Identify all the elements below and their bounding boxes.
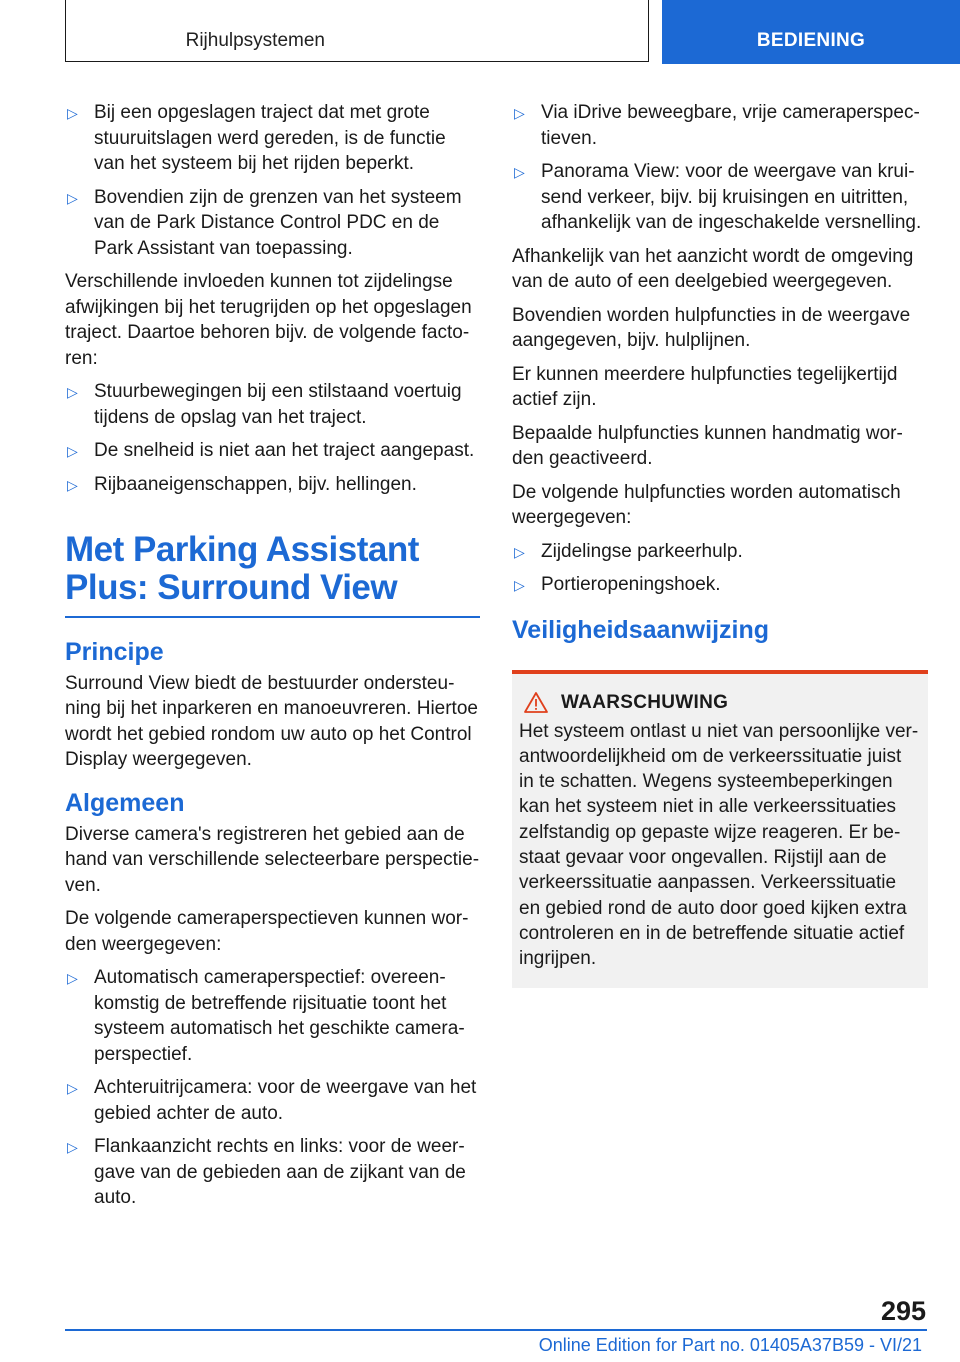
bullet-triangle-icon: ▷: [514, 164, 525, 180]
bullet-list-aux: [512, 539, 928, 598]
paragraph-principe: Surround View biedt de bestuurder ondersteuning bij het inparkeren en manoeuvreren. Hiertoe wordt het gebied rondom uw auto op het Control Display weergegeven.: [65, 672, 478, 770]
chapter-tab-label: BEDIENING: [756, 30, 866, 51]
list-item: [65, 379, 480, 430]
bullet-triangle-icon: ▷: [67, 105, 78, 121]
section-title: Met Parking Assistant Plus: Surround View: [65, 530, 419, 607]
bullet-list-perspectives: [65, 965, 480, 1211]
left-column: [65, 100, 480, 1219]
bullet-triangle-icon: ▷: [67, 443, 78, 459]
list-item-text: Achteruitrijcamera: voor de weergave van het gebied achter de auto.: [94, 1077, 477, 1124]
list-item: [65, 100, 480, 177]
bullet-triangle-icon: ▷: [67, 384, 78, 400]
bullet-list-factors: [65, 379, 480, 497]
list-item-text: Stuurbewegingen bij een stilstaand voertuig tijdens de opslag van het traject.: [94, 381, 462, 428]
paragraph-2: Bovendien worden hulpfuncties in de weergave aangegeven, bijv. hulplijnen.: [512, 304, 911, 351]
header-frame: [65, 0, 649, 62]
list-item: [65, 1075, 480, 1126]
list-item-text: Panorama View: voor de weergave van kruisend verkeer, bijv. bij kruisingen en uitritten, afhankelijk van de ingeschakelde versnelling.: [541, 161, 922, 233]
bullet-list-views: [512, 100, 928, 236]
bullet-triangle-icon: ▷: [67, 476, 78, 493]
list-item-text: Bij een opgeslagen traject dat met grote stuuruitslagen werd gereden, is de functie van het systeem bij het rijden beperkt.: [94, 102, 446, 174]
list-item-text: Rijbaaneigenschappen, bijv. hellingen.: [94, 473, 417, 495]
list-item: [65, 1134, 480, 1211]
list-item-text: Flankaanzicht rechts en links: voor de weergave van de gebieden aan de zijkant van de auto.: [94, 1136, 466, 1208]
page-number: 295: [880, 1296, 926, 1326]
list-item: [65, 438, 480, 464]
warning-text: Het systeem ontlast u niet van persoonlijke verantwoordelijkheid om de verkeerssituatie juist in te schatten. Wegens systeembeperkingen kan het systeem niet in alle verkeerssituaties zelfstandig op gepaste wijze reageren. Er bestaat gevaar voor ongevallen. Rijstijl aan de verkeerssituatie aanpassen. Verkeerssituatie en gebied rond de auto door goed kijken extra controleren en in de betreffende situatie actief ingrijpen.: [519, 720, 919, 970]
footer-divider: [65, 1329, 927, 1331]
list-item-text: Portieropeningshoek.: [541, 574, 721, 595]
chapter-tab[interactable]: [662, 0, 960, 64]
list-item-text: De snelheid is niet aan het traject aangepast.: [94, 440, 475, 461]
paragraph-algemeen-1: Diverse camera's registreren het gebied aan de hand van verschillende selecteerbare perspectieven.: [65, 823, 480, 896]
warning-triangle-icon: [523, 691, 557, 715]
list-item: [512, 572, 928, 598]
warning-title: WAARSCHUWING: [561, 691, 729, 713]
bullet-triangle-icon: ▷: [514, 543, 525, 560]
paragraph-1: Afhankelijk van het aanzicht wordt de omgeving van de auto of een deelgebied weergegeven.: [512, 245, 914, 292]
paragraph-4: Bepaalde hulpfuncties kunnen handmatig worden geactiveerd.: [512, 422, 903, 469]
list-item: [65, 472, 480, 498]
bullet-list-top: [65, 100, 480, 261]
list-item-text: Zijdelingse parkeerhulp.: [541, 540, 743, 562]
list-item-text: Automatisch cameraperspectief: overeenkomstig de betreffende rijsituatie toont het systeem automatisch het geschikte cameraperspectief.: [94, 967, 465, 1065]
bullet-triangle-icon: ▷: [67, 1139, 78, 1155]
paragraph-3: Er kunnen meerdere hulpfuncties tegelijkertijd actief zijn.: [512, 363, 898, 410]
list-item: [512, 159, 928, 236]
subsection-title-safety: Veiligheidsaanwijzing: [512, 615, 770, 644]
footer-edition: Online Edition for Part no. 01405A37B59 - VI/21: [538, 1335, 922, 1355]
paragraph-influences: Verschillende invloeden kunnen tot zijdelingse afwijkingen bij het terugrijden op het opgeslagen traject. Daartoe behoren bijv. de volgende factoren:: [65, 271, 472, 369]
subsection-title-algemeen: Algemeen: [65, 788, 185, 817]
warning-header: [519, 691, 920, 715]
bullet-triangle-icon: ▷: [67, 189, 78, 206]
bullet-triangle-icon: ▷: [67, 970, 78, 986]
list-item: [65, 185, 480, 262]
list-item: [65, 965, 480, 1067]
section-divider: [65, 616, 480, 618]
paragraph-5: De volgende hulpfuncties worden automatisch weergegeven:: [512, 481, 901, 528]
warning-box: [512, 670, 928, 989]
list-item: [512, 539, 928, 565]
header-section-title: Rijhulpsystemen: [185, 30, 325, 51]
paragraph-algemeen-2: De volgende cameraperspectieven kunnen worden weergegeven:: [65, 908, 469, 955]
list-item: [512, 100, 928, 151]
bullet-triangle-icon: ▷: [514, 577, 525, 593]
bullet-triangle-icon: ▷: [67, 1080, 78, 1096]
list-item-text: Bovendien zijn de grenzen van het systeem van de Park Distance Control PDC en de Park Assistant van toepassing.: [94, 186, 462, 259]
bullet-triangle-icon: ▷: [514, 105, 525, 121]
subsection-title-principe: Principe: [65, 637, 164, 666]
list-item-text: Via iDrive beweegbare, vrije cameraperspectieven.: [541, 102, 920, 149]
right-column: [512, 100, 928, 988]
